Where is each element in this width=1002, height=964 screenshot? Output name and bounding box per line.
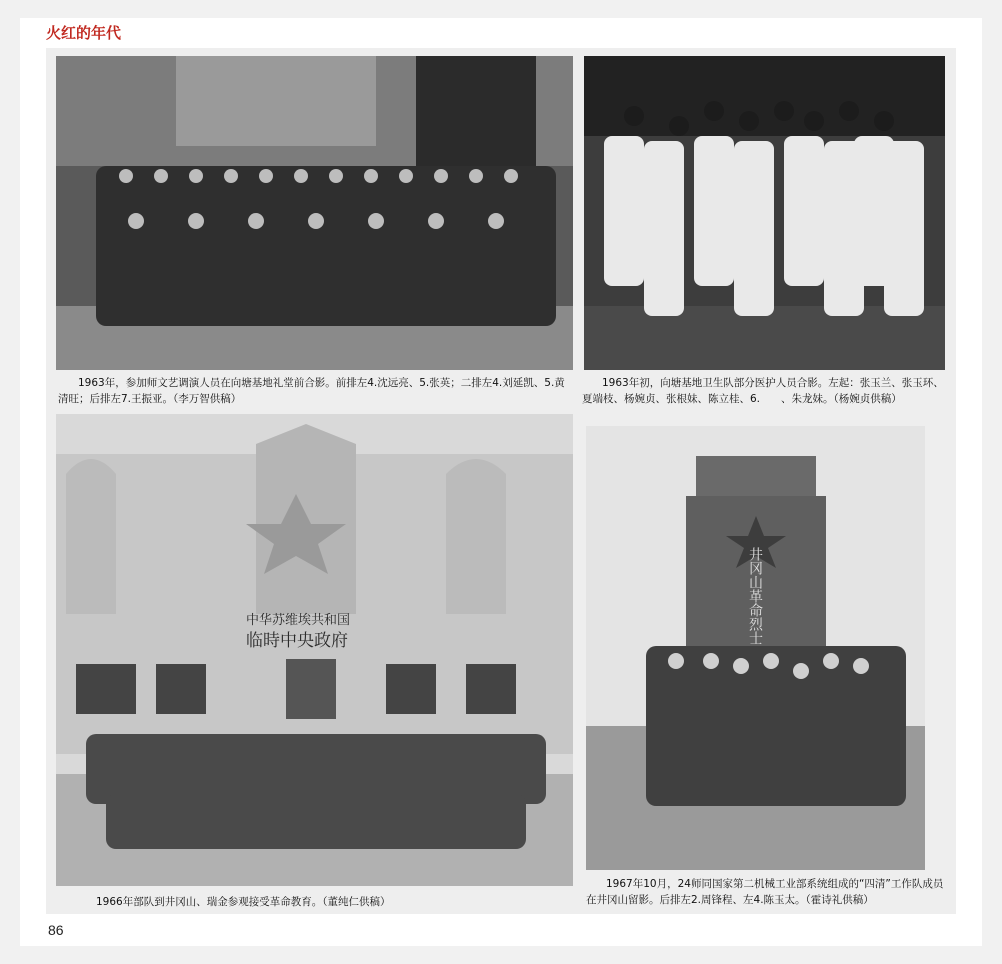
page-number: 86	[48, 922, 64, 938]
photo-central-government	[56, 414, 573, 886]
sign-line2: 临時中央政府	[246, 631, 348, 650]
photo-medical-staff	[584, 56, 945, 370]
photo-medical-caption: 1963年初，向塘基地卫生队部分医护人员合影。左起：张玉兰、张玉环、夏端枝、杨婉贞、张根妹、陈立桂、6. 、朱龙妹。（杨婉贞供稿）	[582, 377, 944, 405]
monument-inscription: 井冈山革命烈士	[748, 547, 764, 645]
photo-jinggangshan-caption: 1967年10月，24师同国家第二机械工业部系统组成的“四清”工作队成员在井冈山留影。后排左2.周锋程、左4.陈玉太。（霍诗礼供稿）	[586, 878, 944, 906]
photo-jinggangshan-monument	[586, 426, 925, 870]
sign-line1: 中华苏维埃共和国	[246, 612, 351, 627]
photo-troupe-group	[56, 56, 573, 370]
photo-troupe-caption: 1963年，参加师文艺调演人员在向塘基地礼堂前合影。前排左4.沈远亮、5.张英；二排左4.刘延凯、5.黄清旺；后排左7.王振亚。（李万智供稿）	[58, 377, 565, 405]
photo-central-government-caption: 1966年部队到井冈山、瑞金参观接受革命教育。（董纯仁供稿）	[96, 896, 391, 908]
section-title: 火红的年代	[46, 24, 122, 42]
